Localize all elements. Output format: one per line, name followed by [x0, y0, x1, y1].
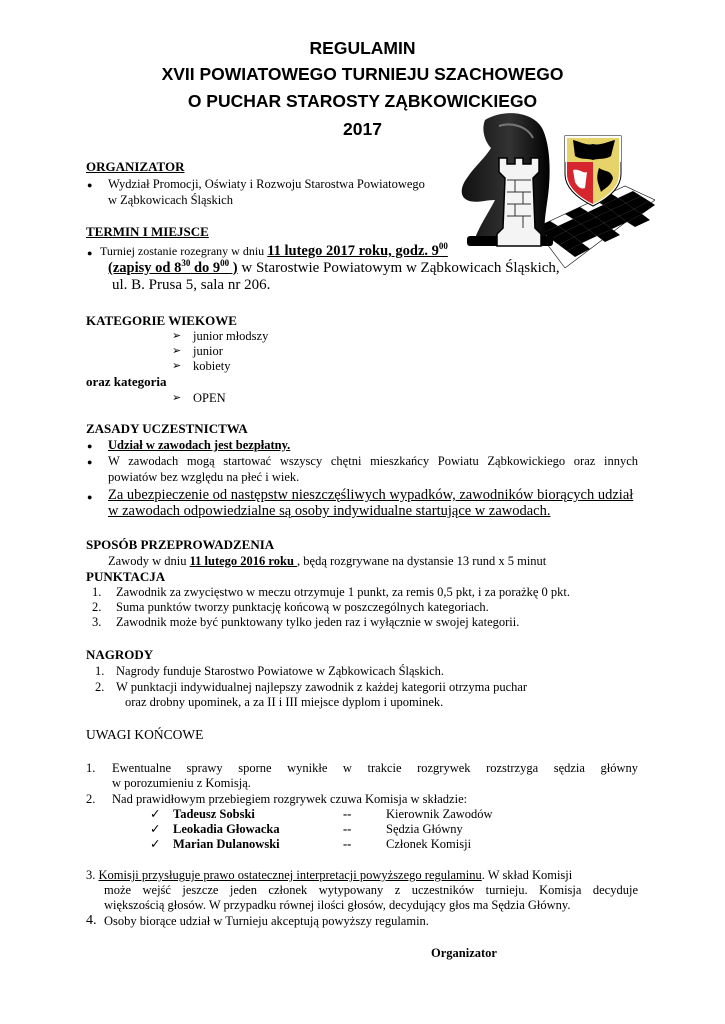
komisja-role: Członek Komisji: [386, 837, 472, 851]
kategorie-heading: KATEGORIE WIEKOWE: [86, 313, 237, 328]
zasady-item-2-line-2: powiatów bez względu na płeć i wiek.: [108, 470, 300, 484]
title-line-3: O PUCHAR STAROSTY ZĄBKOWICKIEGO: [187, 91, 538, 111]
uwagi-item-3-line-3: większością głosów. W przypadku równej ilości głosów, decydujący głos ma Sędzia Główny.: [104, 898, 571, 912]
organizator-heading: ORGANIZATOR: [86, 159, 185, 174]
uwagi-item-3-line-2: może wejść jeszcze jeden członek wytypowany z uczestników turnieju. Komisja decyduje: [104, 883, 638, 897]
uwagi-item-1-line-1: Ewentualne sprawy sporne wynikłe w trakcie rozgrywek rozstrzyga sędzia główny: [112, 761, 638, 775]
termin-zapisy: (zapisy od $8^{30}$ do $9^{00}$ ): [108, 258, 238, 276]
nagrody-heading: NAGRODY: [86, 647, 154, 662]
list-number: 1.: [92, 585, 102, 599]
title-line-1: REGULAMIN: [309, 38, 416, 58]
title-line-2: XVII POWIATOWEGO TURNIEJU SZACHOWEGO: [161, 64, 564, 84]
check-icon: ✓: [150, 837, 161, 851]
zasady-item-3-line-2: w zawodach odpowiedzialne są osoby indywidualne startujące w zawodach.: [108, 503, 551, 519]
uwagi-item-2: Nad prawidłowym przebiegiem rozgrywek czuwa Komisja w składzie:: [112, 792, 468, 806]
komisja-name: Marian Dulanowski: [173, 837, 280, 851]
list-number: 1.: [95, 664, 105, 678]
komisja-role: Kierownik Zawodów: [386, 807, 493, 821]
chess-emblem-illustration: [455, 108, 655, 273]
termin-date: 11 lutego 2017 roku, godz. $9^{00}$: [267, 241, 448, 259]
bullet-icon: ●: [87, 180, 93, 190]
zasady-item-2-line-1: W zawodach mogą startować wszyscy chętni mieszkańcy Powiatu Ząbkowickiego oraz innych: [108, 454, 638, 468]
termin-place: w Starostwie Powiatowym w Ząbkowicach Śląskich,: [237, 259, 560, 276]
signature: Organizator: [431, 946, 497, 960]
kategoria-open: OPEN: [193, 391, 226, 405]
list-number: 1.: [86, 761, 96, 775]
bullet-icon: ●: [87, 457, 93, 467]
uwagi-item-4: Osoby biorące udział w Turnieju akceptują powyższy regulamin.: [104, 914, 429, 928]
termin-text: Turniej zostanie rozegrany w dniu: [100, 243, 268, 258]
kategoria-item: junior młodszy: [193, 329, 269, 343]
arrow-bullet-icon: ➢: [172, 345, 182, 357]
punktacja-item: Zawodnik za zwycięstwo w meczu otrzymuje 1 punkt, za remis 0,5 pkt, i za porażkę 0 pkt.: [116, 585, 571, 599]
check-icon: ✓: [150, 822, 161, 836]
zasady-heading: ZASADY UCZESTNICTWA: [86, 421, 248, 436]
oraz-kategoria-label: oraz kategoria: [86, 374, 167, 389]
sposob-heading: SPOSÓB PRZEPROWADZENIA: [86, 537, 275, 552]
zasady-item-1: Udział w zawodach jest bezpłatny.: [108, 438, 291, 452]
bullet-icon: ●: [87, 441, 93, 451]
komisja-name: Tadeusz Sobski: [173, 807, 255, 821]
sposob-date: 11 lutego 2016 roku: [189, 554, 298, 568]
komisja-dash: --: [343, 807, 352, 821]
arrow-bullet-icon: ➢: [172, 330, 182, 342]
organizator-item-line-2: w Ząbkowicach Śląskich: [108, 193, 233, 207]
list-number: 2.: [95, 680, 105, 694]
zasady-item-3-line-1: Za ubezpieczenie od następstw nieszczęśliwych wypadków, zawodników biorących udział: [108, 487, 634, 503]
uwagi-heading: UWAGI KOŃCOWE: [86, 727, 204, 742]
list-number: 3.: [92, 615, 102, 629]
uwagi-item-1-line-2: w porozumieniu z Komisją.: [112, 776, 251, 790]
termin-line-3: ul. B. Prusa 5, sala nr 206.: [112, 277, 271, 293]
komisja-dash: --: [343, 822, 352, 836]
list-number: 2.: [86, 792, 96, 806]
title-line-4: 2017: [343, 119, 382, 139]
punktacja-item: Zawodnik może być punktowany tylko jeden raz i wyłącznie w swojej kategorii.: [116, 615, 520, 629]
komisja-role: Sędzia Główny: [386, 822, 463, 836]
komisja-name: Leokadia Głowacka: [173, 822, 280, 836]
kategoria-item: kobiety: [193, 359, 231, 373]
list-number: 2.: [92, 600, 102, 614]
check-icon: ✓: [150, 807, 161, 821]
bullet-icon: ●: [87, 248, 93, 258]
termin-line-2: [108, 258, 560, 277]
sposob-text: Zawody w dniu 11 lutego 2016 roku , będą rozgrywane na dystansie 13 rund x 5 minut: [108, 554, 547, 568]
termin-line-1: [100, 241, 448, 260]
bullet-icon: ●: [87, 492, 93, 502]
komisja-dash: --: [343, 837, 352, 851]
arrow-bullet-icon: ➢: [172, 360, 182, 372]
termin-heading: TERMIN I MIEJSCE: [86, 224, 209, 239]
nagrody-item-2-line-2: oraz drobny upominek, a za II i III miejsce dyplom i upominek.: [125, 695, 444, 709]
uwagi-item-3-line-1: 3. Komisji przysługuje prawo ostatecznej interpretacji powyższego regulaminu. W skład Komisji: [86, 868, 573, 882]
list-number: 4.: [86, 913, 97, 928]
punktacja-item: Suma punktów tworzy punktację końcową w poszczególnych kategoriach.: [116, 600, 489, 614]
organizator-item-line-1: Wydział Promocji, Oświaty i Rozwoju Starostwa Powiatowego: [108, 177, 425, 191]
nagrody-item-1: Nagrody funduje Starostwo Powiatowe w Ząbkowicach Śląskich.: [116, 664, 445, 678]
punktacja-heading: PUNKTACJA: [86, 569, 166, 584]
arrow-bullet-icon: ➢: [172, 392, 182, 404]
rook-piece-icon: [497, 158, 541, 246]
kategoria-item: junior: [193, 344, 223, 358]
nagrody-item-2-line-1: W punktacji indywidualnej najlepszy zawodnik z każdej kategorii otrzyma puchar: [116, 680, 528, 694]
